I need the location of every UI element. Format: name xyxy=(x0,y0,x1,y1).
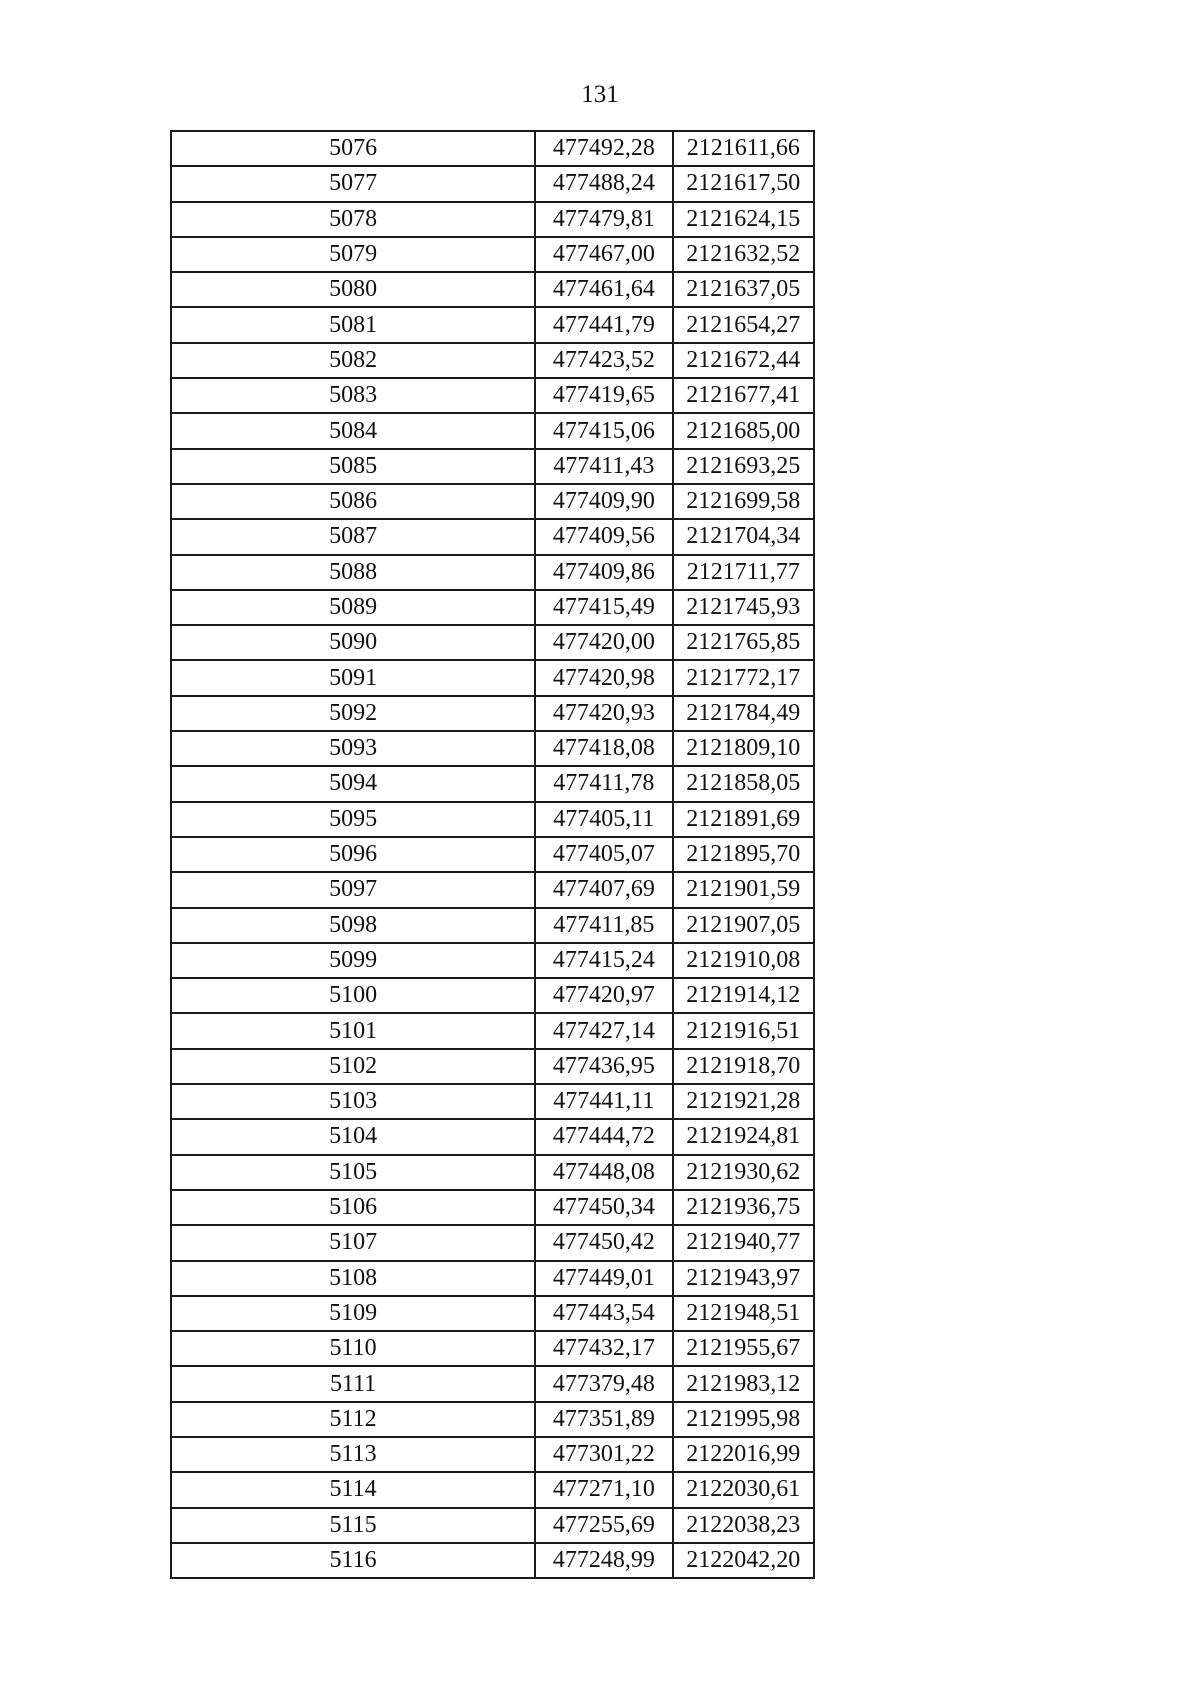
y-coordinate-cell: 2121685,00 xyxy=(673,413,814,448)
table-row xyxy=(171,449,814,484)
point-number-cell: 5094 xyxy=(171,766,535,801)
point-number-cell: 5092 xyxy=(171,696,535,731)
table-row xyxy=(171,978,814,1013)
x-coordinate-cell: 477301,22 xyxy=(535,1437,672,1472)
point-number-cell: 5082 xyxy=(171,343,535,378)
table-row xyxy=(171,1013,814,1048)
y-coordinate-cell: 2122016,99 xyxy=(673,1437,814,1472)
x-coordinate-cell: 477432,17 xyxy=(535,1331,672,1366)
y-coordinate-cell: 2121901,59 xyxy=(673,872,814,907)
table-row xyxy=(171,1225,814,1260)
table-row xyxy=(171,802,814,837)
y-coordinate-cell: 2122038,23 xyxy=(673,1508,814,1543)
table-row xyxy=(171,237,814,272)
x-coordinate-cell: 477271,10 xyxy=(535,1472,672,1507)
y-coordinate-cell: 2121983,12 xyxy=(673,1366,814,1401)
x-coordinate-cell: 477427,14 xyxy=(535,1013,672,1048)
x-coordinate-cell: 477488,24 xyxy=(535,166,672,201)
table-row xyxy=(171,1049,814,1084)
table-row xyxy=(171,343,814,378)
point-number-cell: 5110 xyxy=(171,1331,535,1366)
table-row xyxy=(171,696,814,731)
point-number-cell: 5116 xyxy=(171,1543,535,1578)
point-number-cell: 5104 xyxy=(171,1119,535,1154)
coordinates-table xyxy=(170,130,815,1579)
point-number-cell: 5088 xyxy=(171,555,535,590)
point-number-cell: 5095 xyxy=(171,802,535,837)
y-coordinate-cell: 2121910,08 xyxy=(673,943,814,978)
point-number-cell: 5090 xyxy=(171,625,535,660)
table-row xyxy=(171,484,814,519)
x-coordinate-cell: 477415,06 xyxy=(535,413,672,448)
point-number-cell: 5079 xyxy=(171,237,535,272)
y-coordinate-cell: 2121940,77 xyxy=(673,1225,814,1260)
table-row xyxy=(171,519,814,554)
point-number-cell: 5114 xyxy=(171,1472,535,1507)
x-coordinate-cell: 477415,24 xyxy=(535,943,672,978)
x-coordinate-cell: 477411,85 xyxy=(535,908,672,943)
y-coordinate-cell: 2121784,49 xyxy=(673,696,814,731)
x-coordinate-cell: 477461,64 xyxy=(535,272,672,307)
x-coordinate-cell: 477420,97 xyxy=(535,978,672,1013)
table-row xyxy=(171,1296,814,1331)
point-number-cell: 5097 xyxy=(171,872,535,907)
y-coordinate-cell: 2121617,50 xyxy=(673,166,814,201)
point-number-cell: 5111 xyxy=(171,1366,535,1401)
y-coordinate-cell: 2121632,52 xyxy=(673,237,814,272)
table-row xyxy=(171,307,814,342)
point-number-cell: 5093 xyxy=(171,731,535,766)
y-coordinate-cell: 2121895,70 xyxy=(673,837,814,872)
table-row xyxy=(171,555,814,590)
x-coordinate-cell: 477248,99 xyxy=(535,1543,672,1578)
point-number-cell: 5100 xyxy=(171,978,535,1013)
table-row xyxy=(171,1402,814,1437)
x-coordinate-cell: 477415,49 xyxy=(535,590,672,625)
y-coordinate-cell: 2121809,10 xyxy=(673,731,814,766)
point-number-cell: 5113 xyxy=(171,1437,535,1472)
y-coordinate-cell: 2121907,05 xyxy=(673,908,814,943)
x-coordinate-cell: 477448,08 xyxy=(535,1155,672,1190)
x-coordinate-cell: 477420,93 xyxy=(535,696,672,731)
y-coordinate-cell: 2121611,66 xyxy=(673,131,814,166)
point-number-cell: 5087 xyxy=(171,519,535,554)
x-coordinate-cell: 477419,65 xyxy=(535,378,672,413)
x-coordinate-cell: 477443,54 xyxy=(535,1296,672,1331)
table-row xyxy=(171,1472,814,1507)
table-row xyxy=(171,166,814,201)
x-coordinate-cell: 477467,00 xyxy=(535,237,672,272)
x-coordinate-cell: 477450,34 xyxy=(535,1190,672,1225)
x-coordinate-cell: 477449,01 xyxy=(535,1261,672,1296)
y-coordinate-cell: 2121711,77 xyxy=(673,555,814,590)
table-row xyxy=(171,1190,814,1225)
y-coordinate-cell: 2122042,20 xyxy=(673,1543,814,1578)
x-coordinate-cell: 477444,72 xyxy=(535,1119,672,1154)
x-coordinate-cell: 477405,07 xyxy=(535,837,672,872)
table-row xyxy=(171,872,814,907)
table-row xyxy=(171,1261,814,1296)
table-row xyxy=(171,625,814,660)
y-coordinate-cell: 2121921,28 xyxy=(673,1084,814,1119)
point-number-cell: 5081 xyxy=(171,307,535,342)
table-row xyxy=(171,943,814,978)
y-coordinate-cell: 2121943,97 xyxy=(673,1261,814,1296)
x-coordinate-cell: 477351,89 xyxy=(535,1402,672,1437)
x-coordinate-cell: 477420,00 xyxy=(535,625,672,660)
x-coordinate-cell: 477441,11 xyxy=(535,1084,672,1119)
table-row xyxy=(171,413,814,448)
point-number-cell: 5080 xyxy=(171,272,535,307)
y-coordinate-cell: 2121955,67 xyxy=(673,1331,814,1366)
page-number: 131 xyxy=(581,81,619,108)
table-row xyxy=(171,766,814,801)
y-coordinate-cell: 2121858,05 xyxy=(673,766,814,801)
y-coordinate-cell: 2121924,81 xyxy=(673,1119,814,1154)
x-coordinate-cell: 477255,69 xyxy=(535,1508,672,1543)
x-coordinate-cell: 477411,43 xyxy=(535,449,672,484)
point-number-cell: 5101 xyxy=(171,1013,535,1048)
x-coordinate-cell: 477420,98 xyxy=(535,660,672,695)
point-number-cell: 5085 xyxy=(171,449,535,484)
x-coordinate-cell: 477409,90 xyxy=(535,484,672,519)
y-coordinate-cell: 2121624,15 xyxy=(673,202,814,237)
y-coordinate-cell: 2121936,75 xyxy=(673,1190,814,1225)
point-number-cell: 5109 xyxy=(171,1296,535,1331)
point-number-cell: 5091 xyxy=(171,660,535,695)
x-coordinate-cell: 477479,81 xyxy=(535,202,672,237)
y-coordinate-cell: 2121704,34 xyxy=(673,519,814,554)
point-number-cell: 5106 xyxy=(171,1190,535,1225)
table-row xyxy=(171,1331,814,1366)
y-coordinate-cell: 2121916,51 xyxy=(673,1013,814,1048)
y-coordinate-cell: 2122030,61 xyxy=(673,1472,814,1507)
point-number-cell: 5105 xyxy=(171,1155,535,1190)
point-number-cell: 5102 xyxy=(171,1049,535,1084)
table-row xyxy=(171,1543,814,1578)
table-row xyxy=(171,590,814,625)
table-row xyxy=(171,1084,814,1119)
point-number-cell: 5078 xyxy=(171,202,535,237)
x-coordinate-cell: 477418,08 xyxy=(535,731,672,766)
point-number-cell: 5077 xyxy=(171,166,535,201)
x-coordinate-cell: 477379,48 xyxy=(535,1366,672,1401)
y-coordinate-cell: 2121693,25 xyxy=(673,449,814,484)
x-coordinate-cell: 477407,69 xyxy=(535,872,672,907)
table-row xyxy=(171,131,814,166)
point-number-cell: 5099 xyxy=(171,943,535,978)
table-row xyxy=(171,660,814,695)
table-row xyxy=(171,1366,814,1401)
x-coordinate-cell: 477423,52 xyxy=(535,343,672,378)
x-coordinate-cell: 477411,78 xyxy=(535,766,672,801)
table-row xyxy=(171,378,814,413)
point-number-cell: 5084 xyxy=(171,413,535,448)
table-row xyxy=(171,908,814,943)
point-number-cell: 5089 xyxy=(171,590,535,625)
y-coordinate-cell: 2121672,44 xyxy=(673,343,814,378)
y-coordinate-cell: 2121930,62 xyxy=(673,1155,814,1190)
y-coordinate-cell: 2121914,12 xyxy=(673,978,814,1013)
y-coordinate-cell: 2121745,93 xyxy=(673,590,814,625)
table-row xyxy=(171,272,814,307)
table-row xyxy=(171,1155,814,1190)
point-number-cell: 5098 xyxy=(171,908,535,943)
x-coordinate-cell: 477441,79 xyxy=(535,307,672,342)
point-number-cell: 5115 xyxy=(171,1508,535,1543)
table-row xyxy=(171,731,814,766)
x-coordinate-cell: 477409,56 xyxy=(535,519,672,554)
point-number-cell: 5107 xyxy=(171,1225,535,1260)
point-number-cell: 5076 xyxy=(171,131,535,166)
table-row xyxy=(171,1119,814,1154)
table-row xyxy=(171,202,814,237)
x-coordinate-cell: 477405,11 xyxy=(535,802,672,837)
y-coordinate-cell: 2121654,27 xyxy=(673,307,814,342)
y-coordinate-cell: 2121891,69 xyxy=(673,802,814,837)
x-coordinate-cell: 477450,42 xyxy=(535,1225,672,1260)
y-coordinate-cell: 2121772,17 xyxy=(673,660,814,695)
y-coordinate-cell: 2121995,98 xyxy=(673,1402,814,1437)
coordinates-table-body xyxy=(171,131,814,1578)
point-number-cell: 5083 xyxy=(171,378,535,413)
table-row xyxy=(171,837,814,872)
point-number-cell: 5086 xyxy=(171,484,535,519)
point-number-cell: 5108 xyxy=(171,1261,535,1296)
y-coordinate-cell: 2121918,70 xyxy=(673,1049,814,1084)
y-coordinate-cell: 2121677,41 xyxy=(673,378,814,413)
y-coordinate-cell: 2121948,51 xyxy=(673,1296,814,1331)
table-row xyxy=(171,1437,814,1472)
x-coordinate-cell: 477436,95 xyxy=(535,1049,672,1084)
y-coordinate-cell: 2121637,05 xyxy=(673,272,814,307)
point-number-cell: 5096 xyxy=(171,837,535,872)
y-coordinate-cell: 2121765,85 xyxy=(673,625,814,660)
point-number-cell: 5112 xyxy=(171,1402,535,1437)
point-number-cell: 5103 xyxy=(171,1084,535,1119)
x-coordinate-cell: 477492,28 xyxy=(535,131,672,166)
table-row xyxy=(171,1508,814,1543)
y-coordinate-cell: 2121699,58 xyxy=(673,484,814,519)
x-coordinate-cell: 477409,86 xyxy=(535,555,672,590)
